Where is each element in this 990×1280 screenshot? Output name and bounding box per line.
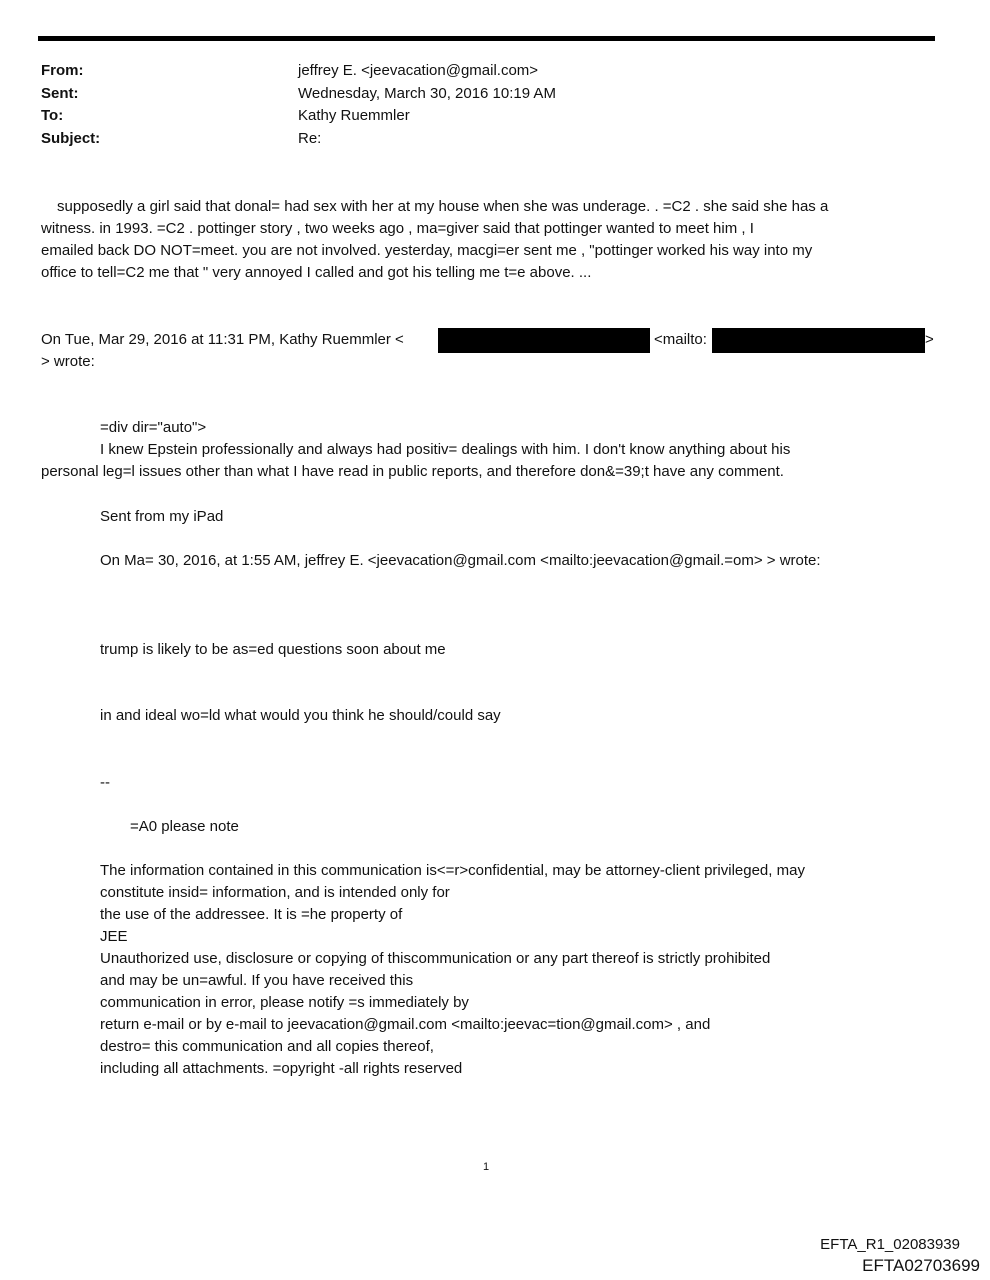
page-number: 1 [483, 1161, 490, 1173]
reply-div-line: =div dir="auto"> [100, 419, 207, 436]
quote-on-line: On Tue, Mar 29, 2016 at 11:31 PM, Kathy Ruemmler < [41, 331, 404, 348]
redaction-box [712, 328, 925, 353]
reply-paragraph-1: I knew Epstein professionally and always had positiv= dealings with him. I don't know anything about his [100, 441, 791, 458]
disclaimer-line-2: constitute insid= information, and is intended only for [100, 884, 450, 901]
disclaimer-line-10: including all attachments. =opyright -all rights reserved [100, 1060, 463, 1077]
disclaimer-line-7: communication in error, please notify =s immediately by [100, 994, 469, 1011]
original-line-2: in and ideal wo=ld what would you think he should/could say [100, 707, 501, 724]
sent-label: Sent: [41, 85, 79, 102]
disclaimer-line-4: JEE [100, 928, 128, 945]
sent-from-line: Sent from my iPad [100, 508, 224, 525]
disclaimer-line-9: destro= this communication and all copies thereof, [100, 1038, 434, 1055]
body-line-2: witness. in 1993. =C2 . pottinger story , two weeks ago , ma=giver said that pottinger wanted to meet him , I [41, 220, 754, 237]
body-line-4: office to tell=C2 me that " very annoyed I called and got his telling me t=e above. ... [41, 264, 592, 281]
disclaimer-line-8: return e-mail or by e-mail to jeevacation@gmail.com <mailto:jeevac=tion@gmail.com> , and [100, 1016, 711, 1033]
disclaimer-line-6: and may be un=awful. If you have received this [100, 972, 414, 989]
disclaimer-line-3: the use of the addressee. It is =he property of [100, 906, 403, 923]
body-line-1: supposedly a girl said that donal= had sex with her at my house when she was underage. . =C2 . she said she has a [57, 198, 829, 215]
quote-mailto-suffix: > [925, 331, 934, 348]
reply-paragraph-2: personal leg=l issues other than what I have read in public reports, and therefore don&=39;t have any comment. [41, 463, 784, 480]
body-line-3: emailed back DO NOT=meet. you are not involved. yesterday, macgi=er sent me , "pottinger worked his way into my [41, 242, 813, 259]
redaction-box [438, 328, 650, 353]
reply-on-line: On Ma= 30, 2016, at 1:55 AM, jeffrey E. <jeevacation@gmail.com <mailto:jeevacation@gmail.=om> > wrote: [100, 552, 821, 569]
from-label: From: [41, 62, 84, 79]
sent-value: Wednesday, March 30, 2016 10:19 AM [298, 85, 556, 102]
disclaimer-line-5: Unauthorized use, disclosure or copying of thiscommunication or any part thereof is strictly prohibited [100, 950, 771, 967]
to-label: To: [41, 107, 64, 124]
bates-number-2: EFTA02703699 [862, 1256, 980, 1275]
subject-label: Subject: [41, 130, 101, 147]
subject-value: Re: [298, 130, 322, 147]
signature-dashes: -- [100, 774, 110, 791]
from-value: jeffrey E. <jeevacation@gmail.com> [298, 62, 539, 79]
header-rule [38, 36, 935, 41]
quote-mailto-prefix: <mailto: [654, 331, 707, 348]
to-value: Kathy Ruemmler [298, 107, 410, 124]
disclaimer-line-1: The information contained in this communication is<=r>confidential, may be attorney-client privileged, may [100, 862, 805, 879]
quote-wrote: > wrote: [41, 353, 95, 370]
please-note: =A0 please note [130, 818, 239, 835]
bates-number-1: EFTA_R1_02083939 [820, 1236, 960, 1253]
original-line-1: trump is likely to be as=ed questions soon about me [100, 641, 446, 658]
